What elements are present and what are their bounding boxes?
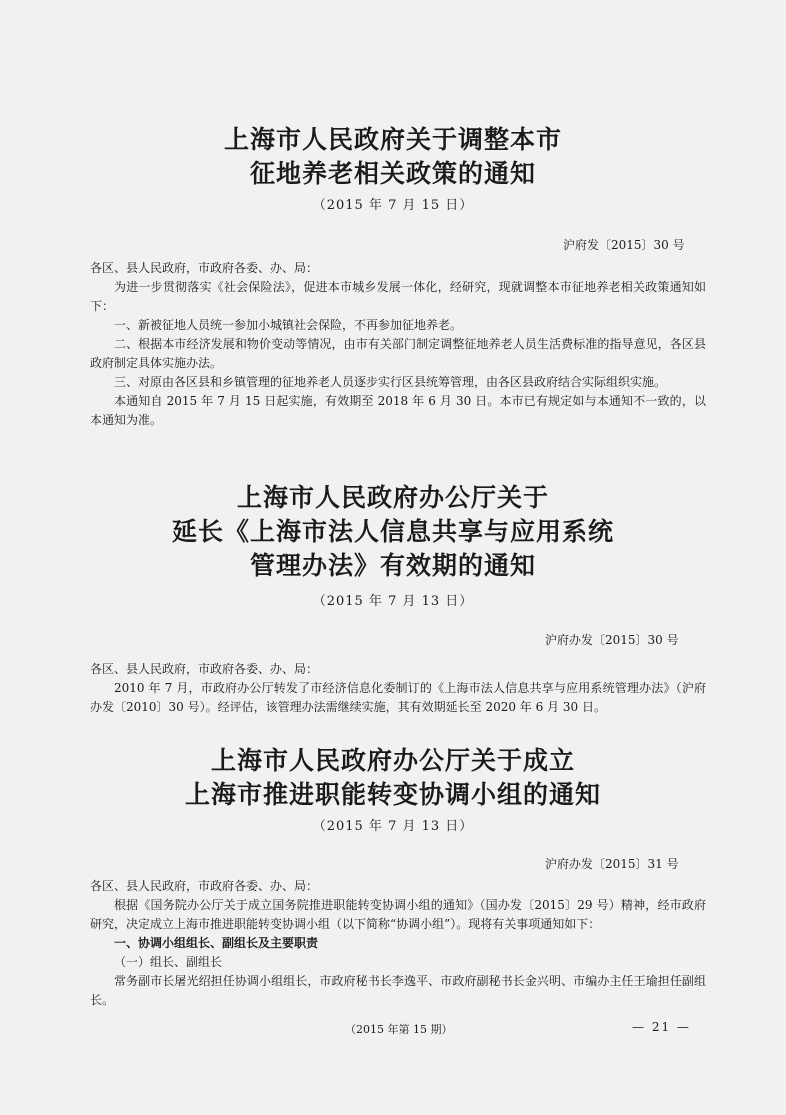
notice3-salutation: 各区、县人民政府，市政府各委、办、局： [90, 879, 319, 893]
notice1-paragraph: 为进一步贯彻落实《社会保险法》，促进本市城乡发展一体化，经研究，现就调整本市征地养老相关政策通知如下： [90, 280, 706, 313]
notice1-date: （2015 年 7 月 15 日） [312, 198, 474, 213]
notice2-title-line1: 上海市人民政府办公厅关于 [236, 483, 549, 512]
notice3-subsection-heading: （一）组长、副组长 [114, 955, 223, 969]
notice1-title [60, 123, 726, 191]
notice1-title-line2: 征地养老相关政策的通知 [249, 159, 536, 188]
notice3-title [60, 744, 726, 812]
issue-number: （2015 年第 15 期） [345, 1023, 453, 1036]
notice2-body [90, 660, 706, 717]
notice2-doc-number: 沪府办发〔2015〕30 号 [545, 633, 679, 647]
notice1-paragraph: 二、根据本市经济发展和物价变动等情况，由市有关部门制定调整征地养老人员生活费标准的指导意见，各区县政府制定具体实施办法。 [90, 337, 706, 370]
notice2-title-line2: 延长《上海市法人信息共享与应用系统 [171, 517, 614, 546]
notice1-title-line1: 上海市人民政府关于调整本市 [223, 125, 562, 154]
notice1-salutation: 各区、县人民政府，市政府各委、办、局： [90, 261, 319, 275]
notice3-section-heading: 一、协调小组组长、副组长及主要职责 [114, 936, 319, 950]
notice3-date: （2015 年 7 月 13 日） [312, 819, 474, 834]
notice1-paragraph: 三、对原由各区县和乡镇管理的征地养老人员逐步实行区县统筹管理，由各区县政府结合实际组织实施。 [114, 375, 667, 389]
notice2-paragraph: 2010 年 7 月，市政府办公厅转发了市经济信息化委制订的《上海市法人信息共享与应用系统管理办法》（沪府办发〔2010〕30 号）。经评估，该管理办法需继续实施，其有效期延长至 2020 年 6 月 30 日。 [90, 681, 706, 714]
notice1-body [90, 259, 706, 430]
notice1-paragraph: 本通知自 2015 年 7 月 15 日起实施，有效期至 2018 年 6 月 30 日。本市已有规定如与本通知不一致的，以本通知为准。 [90, 394, 706, 427]
notice2-title-line3: 管理办法》有效期的通知 [249, 551, 536, 580]
notice3-doc-number: 沪府办发〔2015〕31 号 [545, 857, 679, 871]
notice1-doc-number: 沪府发〔2015〕30 号 [563, 238, 685, 252]
notice2-date: （2015 年 7 月 13 日） [312, 594, 474, 609]
notice3-paragraph: 根据《国务院办公厅关于成立国务院推进职能转变协调小组的通知》（国办发〔2015〕29 号）精神，经市政府研究，决定成立上海市推进职能转变协调小组（以下简称“协调小组”）。现将有关事项通知如下： [90, 898, 706, 931]
notice3-paragraph: 常务副市长屠光绍担任协调小组组长，市政府秘书长李逸平、市政府副秘书长金兴明、市编办主任王瑜担任副组长。 [90, 974, 706, 1007]
page-number: — 21 — [632, 1020, 691, 1034]
notice3-body [90, 877, 706, 1010]
notice2-title [60, 481, 726, 583]
notice3-title-line1: 上海市人民政府办公厅关于成立 [210, 746, 575, 775]
notice3-title-line2: 上海市推进职能转变协调小组的通知 [184, 780, 601, 809]
notice1-paragraph: 一、新被征地人员统一参加小城镇社会保险，不再参加征地养老。 [114, 318, 463, 332]
notice2-salutation: 各区、县人民政府，市政府各委、办、局： [90, 662, 319, 676]
